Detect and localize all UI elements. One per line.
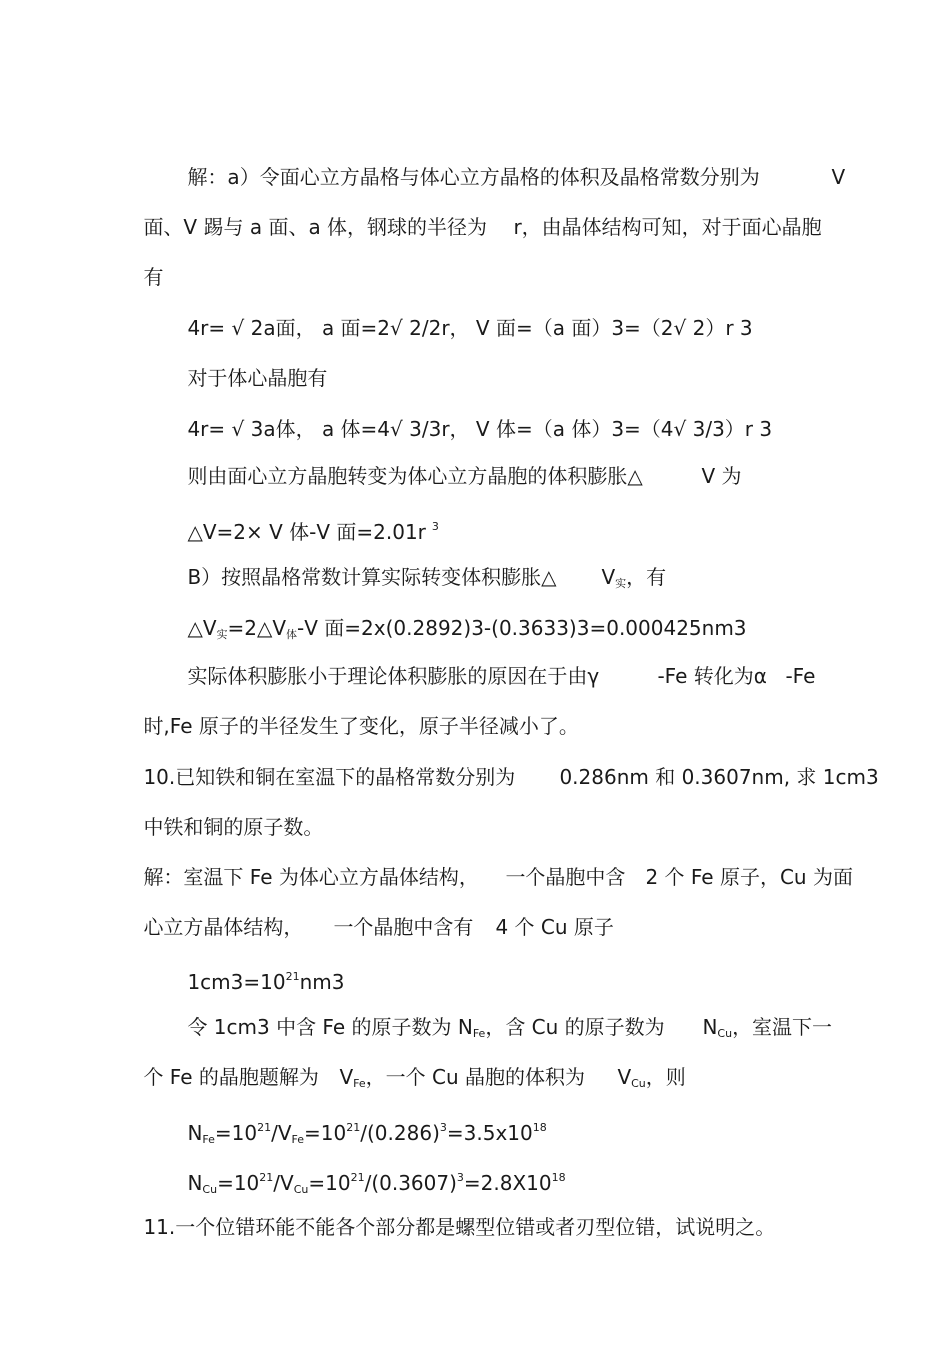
definition-line2-mid: $V_{Fe}$，一个 Cu 晶胞的体积为 bbox=[339, 1065, 585, 1090]
fcc-formula: 4r= √ 2a面， a 面=2√ 2/2r， V 面=（a 面）3=（2√ 2）r 3 bbox=[187, 316, 753, 340]
volume-expansion-statement-tail: V 为 bbox=[701, 464, 742, 488]
answer-10-line1: 解：室温下 Fe 为体心立方晶体结构， bbox=[143, 865, 479, 889]
cu-atom-count-formula: $N_{Cu}=10^{21}/V_{Cu}=10^{21}/(0.3607)^3=2.8X10^{18}$ bbox=[187, 1171, 566, 1196]
definition-line2-tail: $V_{Cu}$，则 bbox=[617, 1065, 686, 1090]
answer-10-line2-tail: 4 个 Cu 原子 bbox=[495, 915, 614, 939]
solution-a-intro-tail: V bbox=[831, 165, 846, 189]
bcc-heading: 对于体心晶胞有 bbox=[187, 366, 328, 390]
unit-conversion: $1cm3=10^{21}nm3$ bbox=[187, 970, 345, 994]
question-10-tail: 0.286nm 和 0.3607nm, 求 1cm3 bbox=[559, 765, 879, 789]
explanation-line1-tail: -Fe bbox=[785, 664, 816, 688]
fe-atom-count-formula: $N_{Fe}=10^{21}/V_{Fe}=10^{21}/(0.286)^3=3.5x10^{18}$ bbox=[187, 1121, 547, 1146]
explanation-line2: 时,Fe 原子的半径发生了变化，原子半径减小了。 bbox=[143, 714, 579, 738]
solution-b-intro-tail: $V_实$，有 bbox=[601, 565, 667, 590]
solution-a-line2-tail: r，由晶体结构可知，对于面心晶胞 bbox=[513, 215, 822, 239]
question-11: 11.一个位错环能不能各个部分都是螺型位错或者刃型位错，试说明之。 bbox=[143, 1215, 776, 1239]
question-10-line2: 中铁和铜的原子数。 bbox=[143, 815, 324, 839]
delta-v-formula: △V=2× V 体-V 面=2.01r $^3$ bbox=[187, 520, 439, 544]
definition-line2: 个 Fe 的晶胞题解为 bbox=[143, 1065, 319, 1089]
answer-10-line1-tail: 2 个 Fe 原子，Cu 为面 bbox=[645, 865, 853, 889]
solution-b-intro: B）按照晶格常数计算实际转变体积膨胀△ bbox=[187, 565, 557, 589]
solution-a-line3: 有 bbox=[143, 265, 164, 289]
explanation-line1: 实际体积膨胀小于理论体积膨胀的原因在于由γ bbox=[187, 664, 600, 688]
answer-10-line2: 心立方晶体结构， bbox=[143, 915, 304, 939]
answer-10-line1-mid: 一个晶胞中含 bbox=[505, 865, 626, 889]
explanation-line1-mid: -Fe 转化为α bbox=[657, 664, 767, 688]
definition-line1: 令 1cm3 中含 Fe 的原子数为 $N_{Fe}$，含 Cu 的原子数为 bbox=[187, 1015, 665, 1040]
volume-expansion-statement: 则由面心立方晶胞转变为体心立方晶胞的体积膨胀△ bbox=[187, 464, 643, 488]
solution-a-line2: 面、V 踢与 a 面、a 体，钢球的半径为 bbox=[143, 215, 488, 239]
answer-10-line2-mid: 一个晶胞中含有 bbox=[333, 915, 474, 939]
delta-v-actual-formula: $\triangle V_实=2\triangle V_体-V$ 面=2x(0.2892)3-(0.3633)3=0.000425nm3 bbox=[187, 616, 747, 641]
bcc-formula: 4r= √ 3a体， a 体=4√ 3/3r， V 体=（a 体）3=（4√ 3/3）r 3 bbox=[187, 417, 773, 441]
question-10: 10.已知铁和铜在室温下的晶格常数分别为 bbox=[143, 765, 516, 789]
solution-a-intro: 解：a）令面心立方晶格与体心立方晶格的体积及晶格常数分别为 bbox=[187, 165, 760, 189]
definition-line1-tail: $N_{Cu}$，室温下一 bbox=[702, 1015, 833, 1040]
